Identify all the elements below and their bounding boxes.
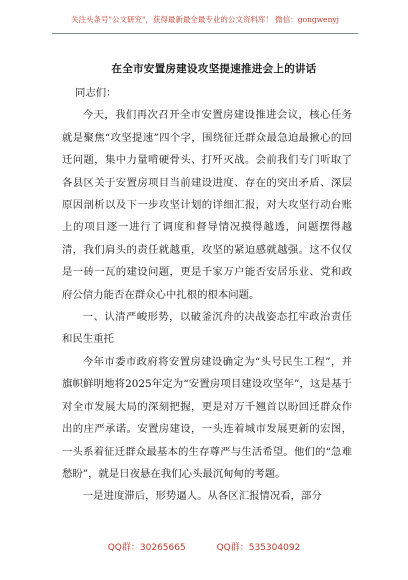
header-divider (52, 33, 358, 34)
section-heading: 一、认清严峻形势，以破釜沉舟的决战姿态扛牢政治责任和民生重托 (62, 311, 352, 346)
paragraph-section-one: 今年市委市政府将安置房建设确定为“头号民生工程”，并旗帜鲜明地将2025年定为“安置房项目建设攻坚年”，这是基于对全市发展大局的深刻把握，更是对万千翘首以盼回迁群众作出的庄严承诺。安置房建设，一头连着城市发展更新的宏图，一头系着征迁群众最基本的生存尊严与生活希望。他们的“急难愁盼”，就是日夜悬在我们心头最沉甸甸的考题。 (62, 355, 352, 480)
document-body (62, 82, 352, 508)
footer (0, 540, 408, 553)
footer-qq-group-2: QQ群：535304092 (216, 543, 301, 553)
document-title: 在全市安置房建设攻坚提速推进会上的讲话 (111, 63, 317, 75)
salutation: 同志们： (75, 87, 117, 99)
header-notice: 关注头条号"公文研究"，获得最新最全最专业的公文资料库！ 微信：gongwenyj (71, 15, 339, 24)
paragraph-point-one: 一是进度滞后，形势逼人。从各区汇报情况看，部分 (82, 490, 322, 503)
paragraph-intro: 今天，我们再次召开全市安置房建设推进会议，核心任务就是聚焦“攻坚提速”四个字，围绕征迁群众最急迫最揪心的回迁问题，集中力量啃硬骨头、打歼灭战。会前我们专门听取了各县区关于安置房项目当前建设进度、存在的突出矛盾、深层原因剖析以及下一步攻坚计划的详细汇报，对大攻坚行动台账上的项目逐一进行了调度和督导情况摸得越透，问题摆得越清，我们肩头的责任就越重，攻坚的紧迫感就越强。这不仅仅是一砖一瓦的建设问题，更是千家万户能否安居乐业、党和政府公信力能否在群众心中扎根的根本问题。 (62, 109, 352, 301)
footer-qq-group-1: QQ群：30265665 (107, 543, 186, 553)
